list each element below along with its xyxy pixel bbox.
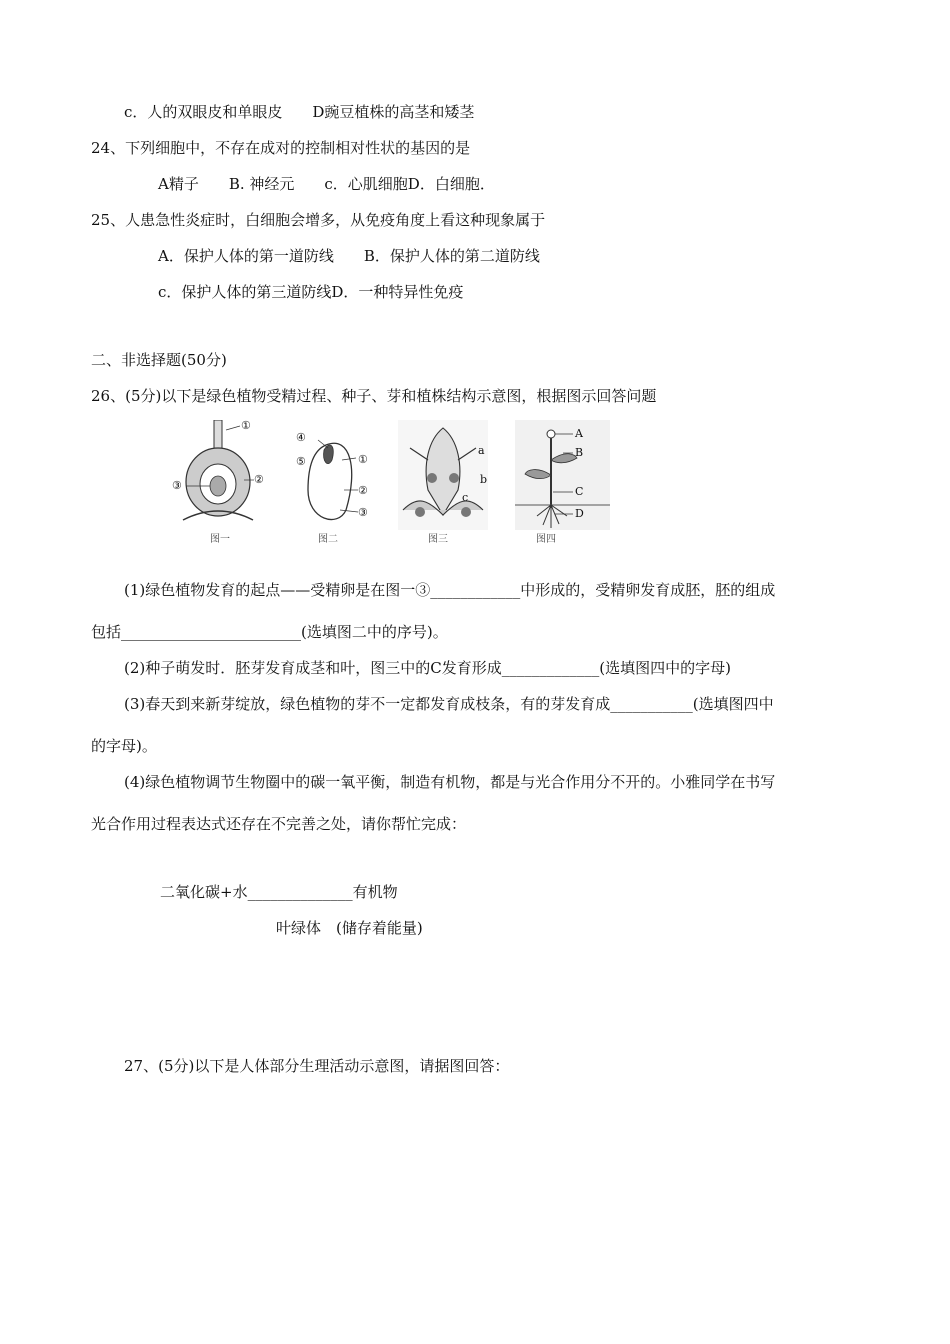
q24-stem: 24、下列细胞中，不存在成对的控制相对性状的基因的是 [91, 139, 471, 157]
fig4-caption: 图四 [536, 534, 556, 545]
q26-p4-line1: (4)绿色植物调节生物圈中的碳一氧平衡，制造有机物，都是与光合作用分不开的。小雅同学在书写 [124, 773, 776, 791]
fig2-label-1: ① [358, 453, 368, 466]
q26-stem: 26、(5分)以下是绿色植物受精过程、种子、芽和植株结构示意图，根据图示回答问题 [91, 387, 657, 405]
q26-p4-line2: 光合作用过程表达式还存在不完善之处，请你帮忙完成： [91, 815, 467, 833]
fig4-label-d: D [575, 507, 584, 520]
fig2-caption: 图二 [318, 534, 338, 545]
equation-sub: 叶绿体 (储存着能量) [276, 919, 423, 937]
q24-options: A精子 B. 神经元 c．心肌细胞D．白细胞． [158, 175, 495, 193]
fig1-label-2: ② [254, 473, 264, 486]
q26-p3-line2: 的字母)。 [91, 737, 157, 755]
fig4-label-c: C [575, 485, 584, 498]
q26-p3-line1: (3)春天到来新芽绽放，绿色植物的芽不一定都发育成枝条，有的芽发育成___________(选填图四中 [124, 695, 774, 713]
fig4-label-b: B [575, 446, 584, 459]
q27-stem: 27、(5分)以下是人体部分生理活动示意图，请据图回答： [124, 1057, 510, 1075]
fig2-label-4: ④ [296, 431, 306, 444]
fig3-label-a: a [478, 444, 485, 457]
fig3-label-b: b [480, 473, 488, 486]
fig3-caption: 图三 [428, 534, 448, 545]
q26-p2: (2)种子萌发时．胚芽发育成茎和叶，图三中的C发育形成_____________(选填图四中的字母) [124, 659, 731, 677]
fig2-label-5: ⑤ [296, 455, 306, 468]
q26-p1-line2: 包括________________________(选填图二中的序号)。 [91, 623, 448, 641]
q25-options-cd: c．保护人体的第三道防线D．一种特异性免疫 [158, 283, 464, 301]
section-title: 二、非选择题(50分) [91, 351, 227, 369]
fig1-label-1: ① [241, 419, 251, 432]
fig4-plant-diagram [515, 420, 610, 530]
equation-main: 二氧化碳+水______________有机物 [160, 883, 398, 901]
fig1-ovary-diagram [168, 420, 268, 530]
fig4-label-a: A [575, 427, 583, 440]
fig2-label-3: ③ [358, 506, 368, 519]
fig1-label-3: ③ [172, 479, 182, 492]
q25-stem: 25、人患急性炎症时，白细胞会增多，从免疫角度上看这种现象属于 [91, 211, 546, 229]
fig2-label-2: ② [358, 484, 368, 497]
fig3-label-c: c [462, 491, 469, 504]
fig1-caption: 图一 [210, 534, 230, 545]
fig3-bud-diagram [398, 420, 488, 530]
q25-options-ab: A．保护人体的第一道防线 B．保护人体的第二道防线 [158, 247, 540, 265]
q26-p1-line1: (1)绿色植物发育的起点——受精卵是在图一③____________中形成的，受精卵发育成胚，胚的组成 [124, 581, 776, 599]
q23-options-cd: c．人的双眼皮和单眼皮 D豌豆植株的高茎和矮茎 [124, 103, 475, 121]
